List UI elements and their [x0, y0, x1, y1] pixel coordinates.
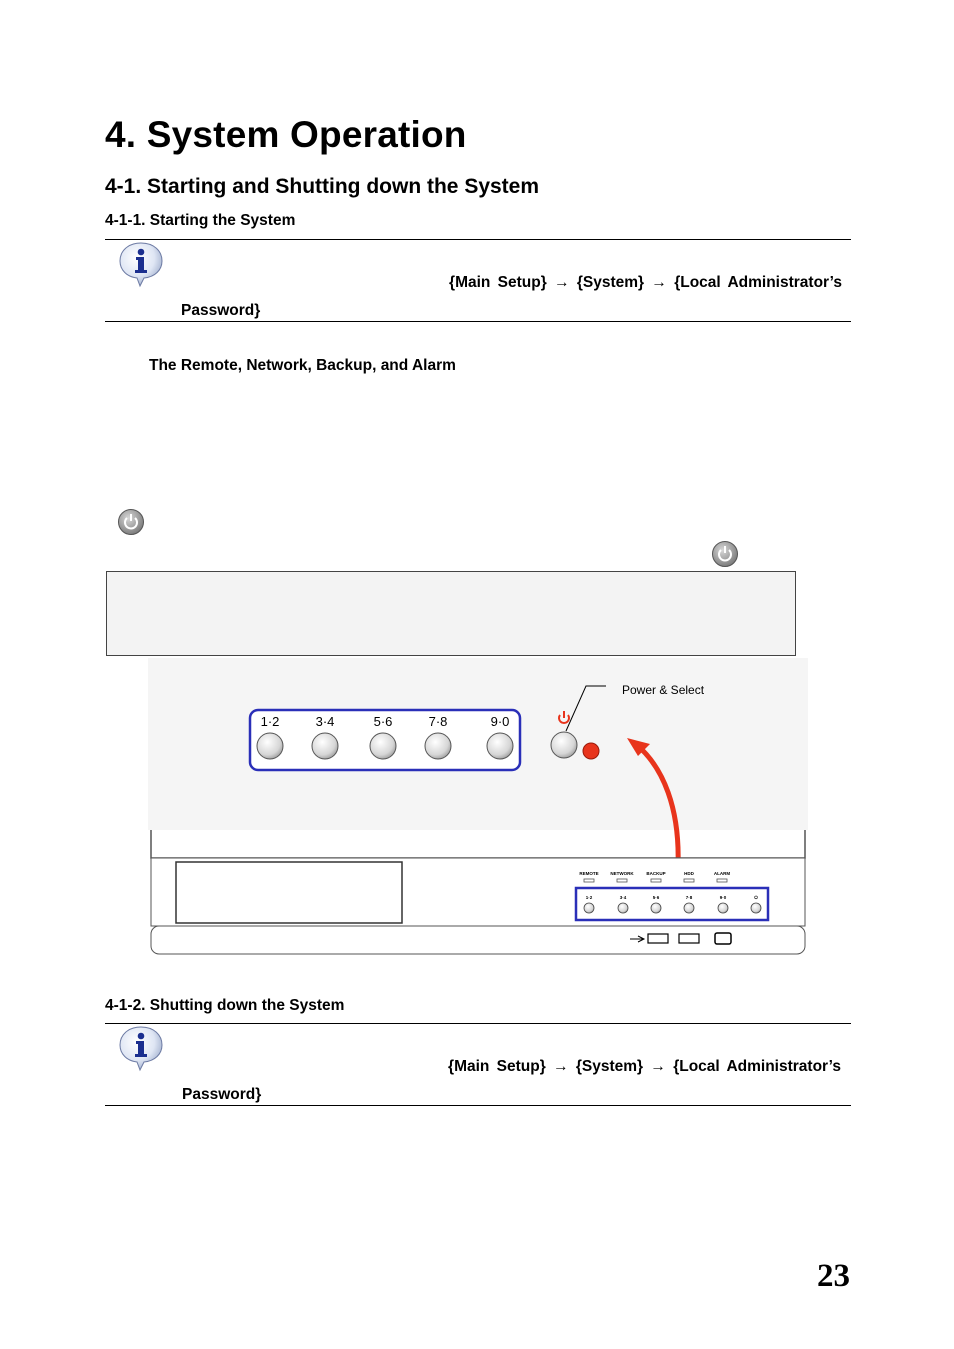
- note-top-rule: [105, 1023, 851, 1024]
- led-label: HDD: [684, 871, 694, 876]
- page-title: 4. System Operation: [105, 114, 467, 155]
- small-button-label: 5·6: [652, 895, 660, 900]
- usb-port: [648, 934, 668, 943]
- display-window: [176, 862, 402, 923]
- status-led: [717, 879, 727, 882]
- subsection-title-shutting: 4-1-2. Shutting down the System: [105, 997, 345, 1014]
- status-led: [651, 879, 661, 882]
- small-button-label: 3·4: [619, 895, 627, 900]
- front-panel-figure: [148, 658, 808, 958]
- note-top-rule: [105, 239, 851, 240]
- info-icon: [116, 240, 166, 288]
- button-label: 1·2: [260, 714, 280, 729]
- small-button-label: 7·8: [685, 895, 693, 900]
- led-label: BACKUP: [646, 871, 666, 876]
- small-button: [751, 903, 761, 913]
- status-led: [684, 879, 694, 882]
- small-button-label: 9·0: [719, 895, 727, 900]
- channel-button: [425, 733, 451, 759]
- small-button: [651, 903, 661, 913]
- led-label: REMOTE: [579, 871, 599, 876]
- button-label: 5·6: [373, 714, 393, 729]
- note-bottom-rule: [105, 321, 851, 322]
- led-label: ALARM: [713, 871, 731, 876]
- note-menu-path-end: Password}: [182, 1086, 262, 1103]
- status-led: [617, 879, 627, 882]
- note-bottom-rule: [105, 1105, 851, 1106]
- section-title: 4-1. Starting and Shutting down the System: [105, 175, 540, 198]
- note-menu-path: {Main Setup} → {System} → {Local Administrator’s: [448, 1058, 841, 1075]
- channel-button: [487, 733, 513, 759]
- channel-button: [257, 733, 283, 759]
- small-button: [718, 903, 728, 913]
- button-label: 3·4: [315, 714, 335, 729]
- small-button-label: 1·2: [585, 895, 593, 900]
- note-menu-path-end: Password}: [181, 302, 261, 319]
- info-icon: [116, 1024, 166, 1072]
- small-button: [684, 903, 694, 913]
- power-icon: [711, 540, 739, 568]
- usb-port: [679, 934, 699, 943]
- leds-text: The Remote, Network, Backup, and Alarm: [149, 357, 456, 374]
- power-select-button: [551, 732, 577, 758]
- power-icon: [117, 508, 145, 536]
- callout-label: Power & Select: [622, 683, 705, 697]
- port: [715, 933, 731, 944]
- channel-button: [370, 733, 396, 759]
- small-button: [618, 903, 628, 913]
- gray-note-box: [106, 571, 796, 656]
- button-label: 9·0: [490, 714, 510, 729]
- note-menu-path: {Main Setup} → {System} → {Local Administrator’s: [449, 274, 842, 291]
- small-button: [584, 903, 594, 913]
- button-label: 7·8: [428, 714, 448, 729]
- power-led: [583, 743, 599, 759]
- led-label: NETWORK: [610, 871, 634, 876]
- small-button-label: ⏻: [754, 895, 758, 900]
- page-number: 23: [817, 1258, 850, 1294]
- channel-button: [312, 733, 338, 759]
- status-led: [584, 879, 594, 882]
- subsection-title-starting: 4-1-1. Starting the System: [105, 212, 296, 229]
